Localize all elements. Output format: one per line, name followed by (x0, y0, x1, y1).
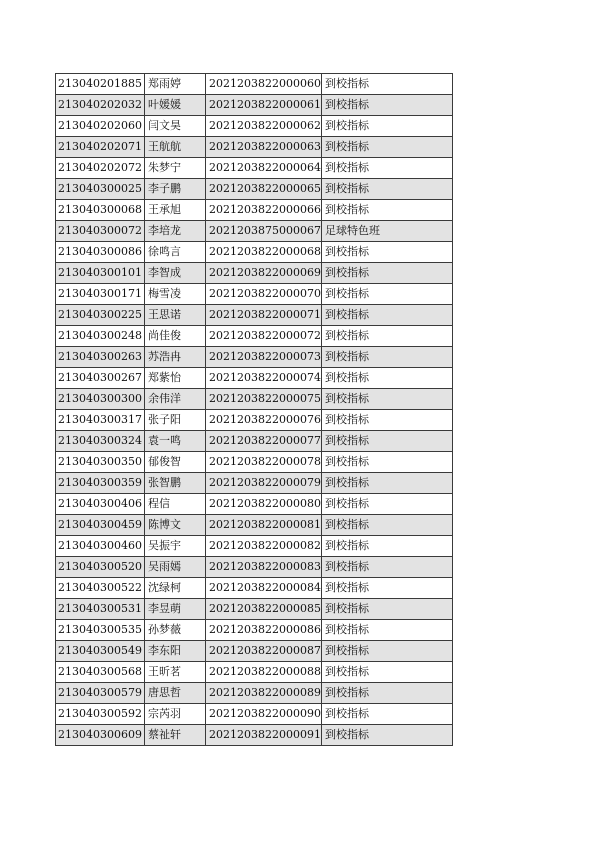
admission-number-cell: 2021203822000091 (206, 725, 322, 746)
table-row (56, 179, 453, 200)
admission-type-cell: 到校指标 (321, 242, 452, 263)
student-id-cell: 213040300549 (56, 641, 145, 662)
table-row (56, 95, 453, 116)
student-name-cell: 尚佳俊 (145, 326, 206, 347)
student-id-cell: 213040300531 (56, 599, 145, 620)
admission-number-cell: 2021203822000084 (206, 578, 322, 599)
admission-type-cell: 到校指标 (321, 158, 452, 179)
student-id-cell: 213040300171 (56, 284, 145, 305)
admission-number-cell: 2021203822000060 (206, 74, 322, 95)
admission-number-cell: 2021203822000081 (206, 515, 322, 536)
table-row (56, 326, 453, 347)
student-id-cell: 213040300267 (56, 368, 145, 389)
student-id-cell: 213040300025 (56, 179, 145, 200)
student-id-cell: 213040300068 (56, 200, 145, 221)
student-name-cell: 张智鹏 (145, 473, 206, 494)
student-id-cell: 213040300324 (56, 431, 145, 452)
student-name-cell: 孙梦薇 (145, 620, 206, 641)
student-name-cell: 王航航 (145, 137, 206, 158)
student-name-cell: 宗芮羽 (145, 704, 206, 725)
admission-type-cell: 到校指标 (321, 473, 452, 494)
admission-type-cell: 到校指标 (321, 284, 452, 305)
admission-type-cell: 到校指标 (321, 389, 452, 410)
table-row (56, 221, 453, 242)
admission-type-cell: 到校指标 (321, 704, 452, 725)
student-id-cell: 213040300609 (56, 725, 145, 746)
student-name-cell: 张子阳 (145, 410, 206, 431)
admission-number-cell: 2021203822000089 (206, 683, 322, 704)
table-row (56, 284, 453, 305)
admission-type-cell: 到校指标 (321, 620, 452, 641)
table-row (56, 305, 453, 326)
admission-number-cell: 2021203822000085 (206, 599, 322, 620)
admission-type-cell: 到校指标 (321, 368, 452, 389)
student-id-cell: 213040300460 (56, 536, 145, 557)
table-row (56, 725, 453, 746)
admission-number-cell: 2021203822000087 (206, 641, 322, 662)
table-row (56, 242, 453, 263)
admission-type-cell: 到校指标 (321, 536, 452, 557)
student-id-cell: 213040300072 (56, 221, 145, 242)
student-name-cell: 叶媛媛 (145, 95, 206, 116)
student-name-cell: 郑雨婷 (145, 74, 206, 95)
student-name-cell: 李子鹏 (145, 179, 206, 200)
student-id-cell: 213040202032 (56, 95, 145, 116)
student-name-cell: 唐思哲 (145, 683, 206, 704)
table-row (56, 662, 453, 683)
table-row (56, 410, 453, 431)
student-name-cell: 王思诺 (145, 305, 206, 326)
table-row (56, 515, 453, 536)
admission-number-cell: 2021203822000076 (206, 410, 322, 431)
table-row (56, 620, 453, 641)
student-name-cell: 程信 (145, 494, 206, 515)
student-name-cell: 余伟洋 (145, 389, 206, 410)
student-id-cell: 213040300359 (56, 473, 145, 494)
student-name-cell: 朱梦宁 (145, 158, 206, 179)
admission-number-cell: 2021203822000090 (206, 704, 322, 725)
admission-type-cell: 到校指标 (321, 326, 452, 347)
admission-type-cell: 足球特色班 (321, 221, 452, 242)
admission-type-cell: 到校指标 (321, 452, 452, 473)
student-id-cell: 213040300086 (56, 242, 145, 263)
student-id-cell: 213040300101 (56, 263, 145, 284)
admission-number-cell: 2021203822000068 (206, 242, 322, 263)
admission-number-cell: 2021203822000064 (206, 158, 322, 179)
student-name-cell: 王昕茗 (145, 662, 206, 683)
table-row (56, 599, 453, 620)
admission-type-cell: 到校指标 (321, 515, 452, 536)
student-name-cell: 闫文昊 (145, 116, 206, 137)
student-id-cell: 213040300263 (56, 347, 145, 368)
admission-number-cell: 2021203822000082 (206, 536, 322, 557)
student-name-cell: 李东阳 (145, 641, 206, 662)
admission-number-cell: 2021203822000078 (206, 452, 322, 473)
admission-type-cell: 到校指标 (321, 662, 452, 683)
student-id-cell: 213040300579 (56, 683, 145, 704)
table-row (56, 74, 453, 95)
table-row (56, 137, 453, 158)
student-name-cell: 袁一鸣 (145, 431, 206, 452)
admission-number-cell: 2021203822000079 (206, 473, 322, 494)
table-row (56, 704, 453, 725)
admission-type-cell: 到校指标 (321, 683, 452, 704)
table-row (56, 116, 453, 137)
student-name-cell: 吴振宇 (145, 536, 206, 557)
table-row (56, 158, 453, 179)
admission-number-cell: 2021203822000080 (206, 494, 322, 515)
admission-type-cell: 到校指标 (321, 263, 452, 284)
student-name-cell: 陈博文 (145, 515, 206, 536)
table-row (56, 536, 453, 557)
admission-number-cell: 2021203822000061 (206, 95, 322, 116)
student-id-cell: 213040300522 (56, 578, 145, 599)
table-row (56, 389, 453, 410)
student-id-cell: 213040202060 (56, 116, 145, 137)
student-id-cell: 213040300406 (56, 494, 145, 515)
student-name-cell: 郑紫怡 (145, 368, 206, 389)
admission-type-cell: 到校指标 (321, 305, 452, 326)
table-row (56, 347, 453, 368)
student-name-cell: 郁俊智 (145, 452, 206, 473)
admission-type-cell: 到校指标 (321, 95, 452, 116)
table-row (56, 641, 453, 662)
student-id-cell: 213040300300 (56, 389, 145, 410)
admission-type-cell: 到校指标 (321, 116, 452, 137)
admission-number-cell: 2021203822000069 (206, 263, 322, 284)
admission-number-cell: 2021203822000063 (206, 137, 322, 158)
table-row (56, 200, 453, 221)
admission-type-cell: 到校指标 (321, 74, 452, 95)
student-name-cell: 沈绿柯 (145, 578, 206, 599)
table-row (56, 683, 453, 704)
admission-type-cell: 到校指标 (321, 410, 452, 431)
table-row (56, 578, 453, 599)
admission-number-cell: 2021203822000071 (206, 305, 322, 326)
admission-number-cell: 2021203822000073 (206, 347, 322, 368)
admission-type-cell: 到校指标 (321, 641, 452, 662)
table-row (56, 452, 453, 473)
student-id-cell: 213040300225 (56, 305, 145, 326)
table-row (56, 368, 453, 389)
table-body (56, 74, 453, 746)
student-id-cell: 213040300568 (56, 662, 145, 683)
student-id-cell: 213040300592 (56, 704, 145, 725)
admission-type-cell: 到校指标 (321, 347, 452, 368)
table-row (56, 263, 453, 284)
student-name-cell: 李智成 (145, 263, 206, 284)
table-row (56, 557, 453, 578)
admission-number-cell: 2021203822000062 (206, 116, 322, 137)
admission-number-cell: 2021203822000070 (206, 284, 322, 305)
student-name-cell: 李昱萌 (145, 599, 206, 620)
admission-type-cell: 到校指标 (321, 557, 452, 578)
admission-number-cell: 2021203822000072 (206, 326, 322, 347)
admission-number-cell: 2021203822000065 (206, 179, 322, 200)
student-id-cell: 213040300535 (56, 620, 145, 641)
student-name-cell: 梅雪凌 (145, 284, 206, 305)
admission-type-cell: 到校指标 (321, 599, 452, 620)
student-id-cell: 213040300459 (56, 515, 145, 536)
student-id-cell: 213040300248 (56, 326, 145, 347)
admission-type-cell: 到校指标 (321, 494, 452, 515)
admission-number-cell: 2021203875000067 (206, 221, 322, 242)
student-id-cell: 213040202071 (56, 137, 145, 158)
student-id-cell: 213040202072 (56, 158, 145, 179)
admission-type-cell: 到校指标 (321, 200, 452, 221)
student-name-cell: 李培龙 (145, 221, 206, 242)
table-row (56, 431, 453, 452)
admission-number-cell: 2021203822000077 (206, 431, 322, 452)
admission-number-cell: 2021203822000083 (206, 557, 322, 578)
student-name-cell: 徐鸣言 (145, 242, 206, 263)
admission-type-cell: 到校指标 (321, 137, 452, 158)
admission-number-cell: 2021203822000088 (206, 662, 322, 683)
admission-number-cell: 2021203822000066 (206, 200, 322, 221)
student-name-cell: 苏浩冉 (145, 347, 206, 368)
table-row (56, 494, 453, 515)
admission-number-cell: 2021203822000074 (206, 368, 322, 389)
data-table (55, 73, 453, 746)
student-id-cell: 213040201885 (56, 74, 145, 95)
admission-number-cell: 2021203822000086 (206, 620, 322, 641)
student-id-cell: 213040300317 (56, 410, 145, 431)
student-name-cell: 蔡祉轩 (145, 725, 206, 746)
admission-type-cell: 到校指标 (321, 179, 452, 200)
student-name-cell: 王承旭 (145, 200, 206, 221)
admission-number-cell: 2021203822000075 (206, 389, 322, 410)
admission-type-cell: 到校指标 (321, 431, 452, 452)
table-row (56, 473, 453, 494)
admission-type-cell: 到校指标 (321, 578, 452, 599)
student-id-cell: 213040300520 (56, 557, 145, 578)
student-name-cell: 吴雨嫣 (145, 557, 206, 578)
student-id-cell: 213040300350 (56, 452, 145, 473)
admission-type-cell: 到校指标 (321, 725, 452, 746)
